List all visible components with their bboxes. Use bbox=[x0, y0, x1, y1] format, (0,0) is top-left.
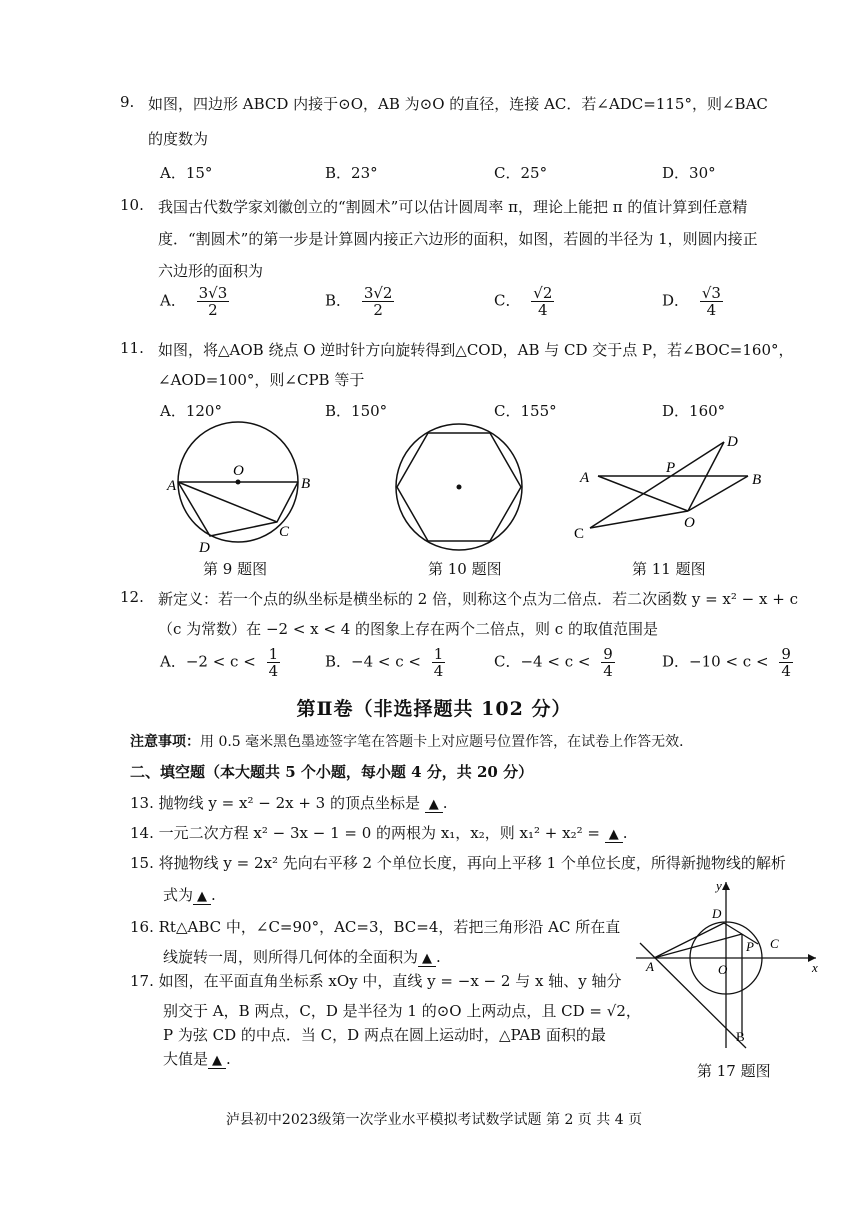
q16-text-line2: 线旋转一周，则所得几何体的全面积为 bbox=[163, 948, 419, 966]
q12-option-c-den: 4 bbox=[603, 662, 613, 680]
q10-option-b-letter: B． bbox=[325, 291, 352, 310]
q10-option-d-letter: D． bbox=[662, 291, 690, 310]
fig17-label-c: C bbox=[770, 936, 779, 951]
fig17-label-y: y bbox=[716, 878, 722, 893]
fig17-label-x: x bbox=[812, 960, 818, 975]
q10-text-line3: 六边形的面积为 bbox=[158, 262, 264, 280]
fig11-label-p: P bbox=[666, 460, 676, 476]
q12-option-b-prefix: B．−4 < c < bbox=[325, 652, 421, 671]
part-2-title: 第Ⅱ卷（非选择题共 102 分） bbox=[296, 698, 572, 720]
q12-text-line2: （c 为常数）在 −2 < x < 4 的图象上存在两个二倍点，则 c 的取值范围是 bbox=[158, 620, 658, 638]
q17-line3: P 为弦 CD 的中点．当 C，D 两点在圆上运动时，△PAB 面积的最 bbox=[163, 1026, 606, 1044]
fig17-label-a: A bbox=[646, 959, 654, 974]
q12-option-d-den: 4 bbox=[781, 662, 791, 680]
q17-line1 bbox=[130, 970, 621, 991]
q15-end: . bbox=[211, 886, 216, 904]
figure-11-rotated-triangles bbox=[570, 428, 770, 543]
q12-option-a bbox=[160, 646, 280, 679]
section-fill-in-blank-heading: 二、填空题（本大题共 5 个小题，每小题 4 分，共 20 分） bbox=[130, 763, 534, 781]
q10-text-line2: 度．“割圆术”的第一步是计算圆内接正六边形的面积，如图，若圆的半径为 1，则圆内接正 bbox=[158, 230, 758, 248]
q16-answer-blank: ▲ bbox=[418, 951, 436, 967]
q15-number: 15. bbox=[130, 854, 154, 872]
fig11-label-b: B bbox=[752, 472, 762, 488]
figure-9-circle-quadrilateral bbox=[165, 420, 325, 555]
notice-label: 注意事项： bbox=[130, 734, 200, 750]
q9-number: 9. bbox=[120, 93, 135, 111]
q13-end: . bbox=[442, 794, 448, 812]
q16-line2 bbox=[163, 946, 441, 967]
q13 bbox=[130, 792, 448, 813]
q10-option-a bbox=[160, 285, 229, 318]
q10-option-b-den: 2 bbox=[373, 301, 383, 319]
q13-number: 13. bbox=[130, 794, 154, 812]
q15-text-line1: 将抛物线 y = 2x² 先向右平移 2 个单位长度，再向上平移 1 个单位长度，所得新抛物线的解析 bbox=[158, 854, 786, 872]
q12-option-c-prefix: C．−4 < c < bbox=[494, 652, 591, 671]
q15-text-line2: 式为 bbox=[163, 886, 194, 904]
q9-option-a: A．15° bbox=[160, 164, 213, 182]
notice bbox=[130, 731, 693, 751]
q14-number: 14. bbox=[130, 824, 154, 842]
q13-text: 抛物线 y = x² − 2x + 3 的顶点坐标是 bbox=[158, 794, 420, 812]
q12-option-d bbox=[662, 646, 793, 679]
q12-option-a-num: 1 bbox=[268, 645, 279, 663]
q14-end: . bbox=[622, 824, 628, 842]
fig11-label-o: O bbox=[684, 515, 695, 531]
q11-text-line2: ∠AOD=100°，则∠CPB 等于 bbox=[158, 371, 365, 389]
q10-option-c-letter: C． bbox=[494, 291, 521, 310]
fig9-label-c: C bbox=[279, 524, 290, 540]
q17-end: . bbox=[226, 1050, 231, 1068]
q11-option-b: B．150° bbox=[325, 402, 388, 420]
q11-option-c: C．155° bbox=[494, 402, 557, 420]
q12-option-b bbox=[325, 646, 445, 679]
q11-option-d: D．160° bbox=[662, 402, 726, 420]
fig9-label-o: O bbox=[233, 463, 244, 479]
q16-line1 bbox=[130, 916, 620, 937]
q9-text-line2: 的度数为 bbox=[148, 130, 209, 148]
fig11-label-d: D bbox=[727, 434, 738, 450]
q10-option-a-letter: A． bbox=[160, 291, 186, 310]
q14 bbox=[130, 822, 628, 843]
q10-option-b-num: 3√2 bbox=[363, 284, 393, 302]
q10-option-c-den: 4 bbox=[538, 301, 548, 319]
q17-text-line4: 大值是 bbox=[163, 1050, 209, 1068]
q9-option-b: B．23° bbox=[325, 164, 378, 182]
figure-9-caption: 第 9 题图 bbox=[203, 560, 268, 578]
q11-text-line1: 如图，将△AOB 绕点 O 逆时针方向旋转得到△COD，AB 与 CD 交于点 P，若∠BOC=160°， bbox=[158, 341, 794, 359]
q12-option-b-num: 1 bbox=[433, 645, 444, 663]
q16-text-line1: Rt△ABC 中，∠C=90°，AC=3，BC=4，若把三角形沿 AC 所在直 bbox=[158, 918, 621, 936]
q17-line4 bbox=[163, 1048, 231, 1069]
q13-answer-blank: ▲ bbox=[425, 797, 443, 813]
q10-option-b bbox=[325, 285, 394, 318]
q14-text: 一元二次方程 x² − 3x − 1 = 0 的两根为 x₁，x₂，则 x₁² + x₂² = bbox=[158, 824, 600, 842]
fig17-label-b: B bbox=[736, 1029, 745, 1044]
fig17-label-d: D bbox=[712, 906, 722, 921]
q15-line2 bbox=[163, 884, 216, 905]
q17-line2: 别交于 A，B 两点，C，D 是半径为 1 的⊙O 上两动点，且 CD = √2， bbox=[163, 1002, 641, 1020]
figure-10-caption: 第 10 题图 bbox=[428, 560, 502, 578]
fig11-label-c: C bbox=[574, 526, 585, 542]
q9-option-d: D．30° bbox=[662, 164, 716, 182]
q12-option-d-num: 9 bbox=[781, 645, 791, 663]
q17-text-line1: 如图，在平面直角坐标系 xOy 中，直线 y = −x − 2 与 x 轴、y 轴分 bbox=[158, 972, 622, 990]
q10-number: 10. bbox=[120, 196, 144, 214]
q12-option-a-prefix: A．−2 < c < bbox=[160, 652, 256, 671]
q12-option-a-den: 4 bbox=[268, 662, 279, 680]
q17-number: 17. bbox=[130, 972, 154, 990]
q9-text-line1: 如图，四边形 ABCD 内接于⊙O，AB 为⊙O 的直径，连接 AC．若∠ADC=115°，则∠BAC bbox=[148, 95, 768, 113]
figure-11-caption: 第 11 题图 bbox=[632, 560, 706, 578]
q10-option-a-den: 2 bbox=[208, 301, 218, 319]
q10-option-d-den: 4 bbox=[706, 301, 717, 319]
page-footer: 泸县初中2023级第一次学业水平模拟考试数学试题 第 2 页 共 4 页 bbox=[225, 1112, 643, 1128]
q16-end: . bbox=[436, 948, 441, 966]
q14-answer-blank: ▲ bbox=[605, 827, 623, 843]
q16-number: 16. bbox=[130, 918, 154, 936]
q9-option-c: C．25° bbox=[494, 164, 548, 182]
figure-10-hexagon-in-circle bbox=[392, 420, 532, 555]
fig17-label-p: P bbox=[746, 939, 754, 954]
fig9-label-d: D bbox=[199, 540, 210, 555]
q12-option-c bbox=[494, 646, 615, 679]
q12-option-b-den: 4 bbox=[433, 662, 444, 680]
q10-option-d-num: √3 bbox=[701, 284, 721, 302]
q12-option-c-num: 9 bbox=[603, 645, 613, 663]
fig17-label-o: O bbox=[718, 962, 728, 977]
q10-option-a-num: 3√3 bbox=[198, 284, 228, 302]
q11-option-a: A．120° bbox=[160, 402, 222, 420]
q10-option-c bbox=[494, 285, 554, 318]
figure-17-caption: 第 17 题图 bbox=[697, 1062, 771, 1080]
q11-number: 11. bbox=[120, 339, 144, 357]
fig11-label-a: A bbox=[580, 470, 590, 486]
fig9-label-a: A bbox=[167, 478, 177, 494]
q12-number: 12. bbox=[120, 588, 144, 606]
figure-17-coordinate-circle bbox=[636, 876, 826, 1051]
q12-option-d-prefix: D．−10 < c < bbox=[662, 652, 769, 671]
q15-line1 bbox=[130, 852, 786, 873]
q15-answer-blank: ▲ bbox=[193, 889, 211, 905]
q10-option-d bbox=[662, 285, 723, 318]
fig9-label-b: B bbox=[301, 476, 311, 492]
notice-text: 用 0.5 毫米黑色墨迹签字笔在答题卡上对应题号位置作答，在试卷上作答无效． bbox=[200, 734, 694, 750]
q12-text-line1: 新定义：若一个点的纵坐标是横坐标的 2 倍，则称这个点为二倍点．若二次函数 y = x² − x + c bbox=[158, 590, 798, 608]
q10-option-c-num: √2 bbox=[533, 284, 553, 302]
q17-answer-blank: ▲ bbox=[208, 1053, 226, 1069]
q10-text-line1: 我国古代数学家刘徽创立的“割圆术”可以估计圆周率 π，理论上能把 π 的值计算到任意精 bbox=[158, 198, 748, 216]
